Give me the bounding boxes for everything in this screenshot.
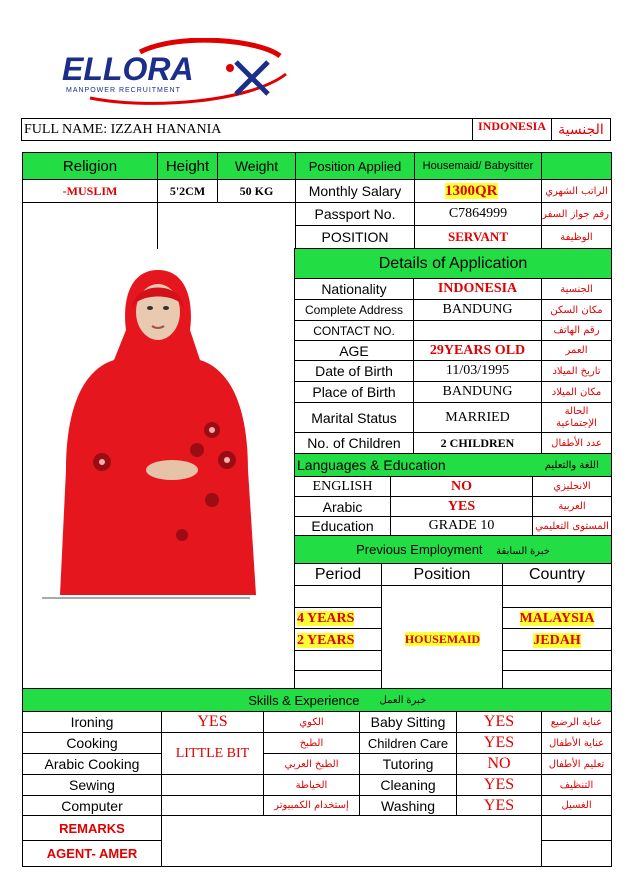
agent-label: AGENT- AMER <box>23 841 162 867</box>
dob-value: 11/03/1995 <box>414 361 542 382</box>
age-value: 29YEARS OLD <box>414 341 542 361</box>
employment-title: Previous Employment <box>356 542 483 557</box>
marital-label: Marital Status <box>295 403 414 433</box>
passport-value: C7864999 <box>415 203 542 226</box>
nationality-label: Nationality <box>295 279 414 300</box>
sewing-label: Sewing <box>23 775 162 796</box>
education-value: GRADE 10 <box>391 517 533 536</box>
arabic-value: YES <box>391 497 533 517</box>
employment-title-ar: خبرة السابقة <box>496 546 550 557</box>
weight-value: 50 KG <box>218 180 296 203</box>
baby-sitting-ar: عناية الرضيع <box>542 712 612 733</box>
emp-position-value <box>382 632 503 647</box>
svg-text:ELLORA: ELLORA <box>62 51 194 87</box>
remarks-value <box>162 816 542 867</box>
position-applied-empty <box>542 153 612 180</box>
tutoring-label: Tutoring <box>360 754 457 775</box>
age-label: AGE <box>295 341 414 361</box>
salary-cell <box>415 180 542 203</box>
emp-empty-4c <box>503 651 612 671</box>
marital-ar: الحالة الإجتماعية <box>542 403 612 433</box>
header-table <box>21 118 611 141</box>
agent-empty <box>542 841 612 867</box>
english-value: NO <box>391 477 533 497</box>
washing-label: Washing <box>360 796 457 816</box>
emp-row2-period-cell <box>295 629 382 651</box>
emp-row2-country: JEDAH <box>533 632 581 648</box>
cooking-label: Cooking <box>23 733 162 754</box>
tutoring-value: NO <box>457 754 542 775</box>
skills-title-ar: خبرة العمل <box>360 689 612 712</box>
ironing-value: YES <box>162 712 264 733</box>
position-applied-label: Position Applied <box>296 153 415 180</box>
emp-empty-1c <box>503 586 612 608</box>
nationality-value: INDONESIA <box>414 279 542 300</box>
nationality-ar: الجنسية <box>542 279 612 300</box>
salary-label: Monthly Salary <box>296 180 415 203</box>
height-value: 5'2CM <box>158 180 218 203</box>
children-ar: عدد الأطفال <box>542 433 612 454</box>
ellora-logo <box>60 38 292 108</box>
weight-label: Weight <box>218 153 296 180</box>
header-nationality: INDONESIA <box>473 119 552 141</box>
age-ar: العمر <box>542 341 612 361</box>
position-label: POSITION <box>296 226 415 249</box>
ironing-ar: الكوي <box>264 712 360 733</box>
position-applied-value: Housemaid/ Babysitter <box>415 153 542 180</box>
dob-ar: تاريخ الميلاد <box>542 361 612 382</box>
passport-label: Passport No. <box>296 203 415 226</box>
svg-text:MANPOWER RECRUITMENT: MANPOWER RECRUITMENT <box>66 87 181 94</box>
marital-value: MARRIED <box>414 403 542 433</box>
salary-value: 1300QR <box>445 183 498 199</box>
details-table <box>294 248 612 454</box>
cleaning-value: YES <box>457 775 542 796</box>
ironing-label: Ironing <box>23 712 162 733</box>
english-ar: الانجليزي <box>533 477 612 497</box>
employment-table <box>294 535 612 689</box>
cooking-ar: الطبخ <box>264 733 360 754</box>
emp-row1-country-cell <box>503 608 612 629</box>
pob-ar: مكان الميلاد <box>542 382 612 403</box>
emp-row1-period-cell <box>295 608 382 629</box>
religion-value: -MUSLIM <box>23 180 158 203</box>
details-title: Details of Application <box>295 249 612 279</box>
tutoring-ar: تعليم الأطفال <box>542 754 612 775</box>
candidate-photo <box>22 250 294 600</box>
dob-label: Date of Birth <box>295 361 414 382</box>
top-table <box>22 152 612 249</box>
position-header: Position <box>382 564 503 586</box>
contact-ar: رقم الهاتف <box>542 321 612 341</box>
children-value: 2 CHILDREN <box>414 433 542 454</box>
education-label: Education <box>295 517 391 536</box>
languages-table <box>294 453 612 536</box>
english-label: ENGLISH <box>295 477 391 497</box>
photo-area-top2 <box>158 203 296 249</box>
children-care-value: YES <box>457 733 542 754</box>
address-label: Complete Address <box>295 300 414 321</box>
remarks-empty <box>542 816 612 841</box>
religion-label: Religion <box>23 153 158 180</box>
arabic-ar: العربية <box>533 497 612 517</box>
country-header: Country <box>503 564 612 586</box>
salary-ar: الراتب الشهري <box>542 180 612 203</box>
languages-title-ar: اللغة والتعليم <box>533 454 612 477</box>
position-value: SERVANT <box>415 226 542 249</box>
washing-ar: الغسيل <box>542 796 612 816</box>
children-label: No. of Children <box>295 433 414 454</box>
emp-empty-4a <box>295 651 382 671</box>
emp-empty-5c <box>503 671 612 689</box>
height-label: Height <box>158 153 218 180</box>
employment-title-cell <box>295 536 612 564</box>
emp-empty-5a <box>295 671 382 689</box>
emp-row2-period: 2 YEARS <box>297 632 355 648</box>
sewing-ar: الخياطة <box>264 775 360 796</box>
baby-sitting-value: YES <box>457 712 542 733</box>
passport-ar: رقم جواز السفر <box>542 203 612 226</box>
full-name: FULL NAME: IZZAH HANANIA <box>22 119 473 141</box>
languages-title: Languages & Education <box>295 454 533 477</box>
arabic-label: Arabic <box>295 497 391 517</box>
remarks-label: REMARKS <box>23 816 162 841</box>
emp-empty-1a <box>295 586 382 608</box>
header-nationality-ar: الجنسية <box>552 119 611 141</box>
emp-position-text: HOUSEMAID <box>404 632 481 646</box>
address-ar: مكان السكن <box>542 300 612 321</box>
arabic-cooking-ar: الطبخ العربي <box>264 754 360 775</box>
baby-sitting-label: Baby Sitting <box>360 712 457 733</box>
children-care-label: Children Care <box>360 733 457 754</box>
photo-area-top <box>23 203 158 249</box>
skills-title: Skills & Experience <box>23 689 360 712</box>
skills-table <box>22 688 612 867</box>
pob-value: BANDUNG <box>414 382 542 403</box>
arabic-cooking-label: Arabic Cooking <box>23 754 162 775</box>
address-value: BANDUNG <box>414 300 542 321</box>
contact-label: CONTACT NO. <box>295 321 414 341</box>
computer-ar: إستخدام الكمبيوتر <box>264 796 360 816</box>
emp-row1-country: MALAYSIA <box>519 611 595 626</box>
children-care-ar: عناية الأطفال <box>542 733 612 754</box>
position-ar: الوظيفة <box>542 226 612 249</box>
computer-value <box>162 796 264 816</box>
computer-label: Computer <box>23 796 162 816</box>
washing-value: YES <box>457 796 542 816</box>
emp-row2-country-cell <box>503 629 612 651</box>
contact-value <box>414 321 542 341</box>
cleaning-ar: التنظيف <box>542 775 612 796</box>
emp-row1-period: 4 YEARS <box>297 611 355 626</box>
cleaning-label: Cleaning <box>360 775 457 796</box>
period-header: Period <box>295 564 382 586</box>
sewing-value <box>162 775 264 796</box>
cooking-value: LITTLE BIT <box>162 733 264 775</box>
pob-label: Place of Birth <box>295 382 414 403</box>
education-ar: المستوى التعليمي <box>533 517 612 536</box>
